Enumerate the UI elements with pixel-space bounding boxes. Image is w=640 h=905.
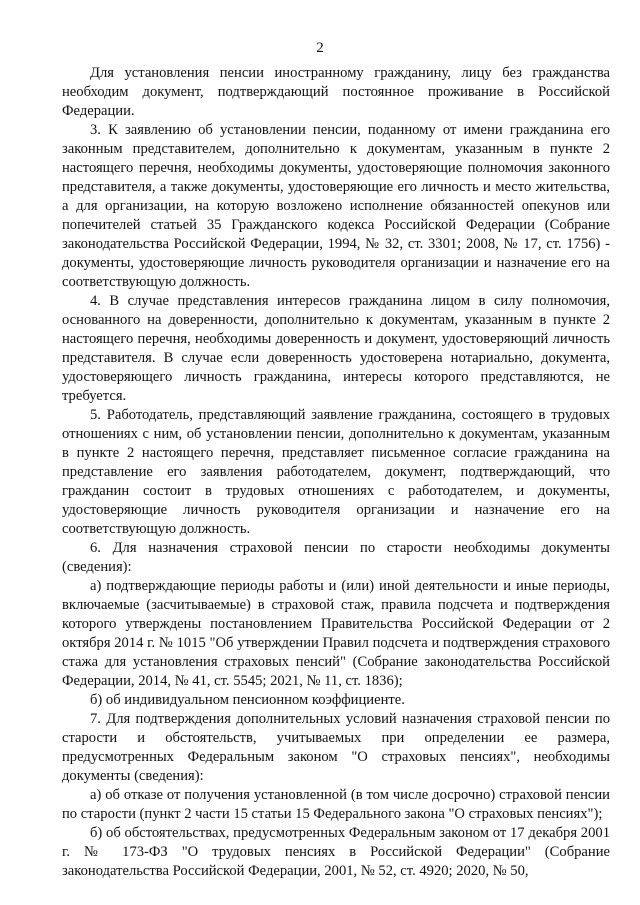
- paragraph-item-4-power-of-attorney: 4. В случае представления интересов гражданина лицом в силу полномочия, основанного на доверенности, дополнительно к документам, указанным в пункте 2 настоящего перечня, необходимы доверенность и документ, удостоверяющий личность представителя. В случае если доверенность удостоверена нотариально, документа, удостоверяющего личность гражданина, интересы которого представляются, не требуется.: [62, 293, 610, 404]
- paragraph-item-6b-pension-coefficient: б) об индивидуальном пенсионном коэффициенте.: [90, 692, 405, 708]
- paragraph-item-7a-refusal: а) об отказе от получения установленной (в том числе досрочно) страховой пенсии по старости (пункт 2 части 15 статьи 15 Федерального закона "О страховых пенсиях");: [62, 787, 610, 822]
- paragraph-item-5-employer: 5. Работодатель, представляющий заявление гражданина, состоящего в трудовых отношениях с ним, об установлении пенсии, дополнительно к документам, указанным в пункте 2 настоящего перечня, представляет письменное согласие гражданина на представление его заявления работодателем, документ, подтверждающий, что гражданин состоит в трудовых отношениях с работодателем, и документы, удостоверяющие личность руководителя организации и назначение его на соответствующую должность.: [62, 407, 610, 537]
- page-number: 2: [316, 40, 324, 56]
- paragraph-item-7-additional-conditions: 7. Для подтверждения дополнительных условий назначения страховой пенсии по старости и обстоятельств, учитываемых при определении ее размера, предусмотренных Федеральным законом "О страховых пенсиях", необходимы документы (сведения):: [62, 711, 610, 784]
- paragraph-item-7b-circumstances: б) об обстоятельствах, предусмотренных Федеральным законом от 17 декабря 2001 г. № 173-ФЗ "О трудовых пенсиях в Российской Федерации" (Собрание законодательства Российской Федерации, 2001, № 52, ст. 4920; 2020, № 50,: [62, 825, 610, 879]
- paragraph-item-6-old-age-pension: 6. Для назначения страховой пенсии по старости необходимы документы (сведения):: [62, 540, 610, 575]
- paragraph-foreign-citizen-residence: Для установления пенсии иностранному гражданину, лицу без гражданства необходим документ, подтверждающий постоянное проживание в Российской Федерации.: [62, 65, 610, 119]
- paragraph-item-3-legal-representative: 3. К заявлению об установлении пенсии, поданному от имени гражданина его законным представителем, дополнительно к документам, указанным в пункте 2 настоящего перечня, необходимы документы, удостоверяющие полномочия законного представителя, а также документы, удостоверяющие его личность и место жительства, а для организации, на которую возложено исполнение обязанностей опекунов или попечителей статьей 35 Гражданского кодекса Российской Федерации (Собрание законодательства Российской Федерации, 1994, № 32, ст. 3301; 2008, № 17, ст. 1756) - документы, удостоверяющие личность руководителя организации и назначение его на соответствующую должность.: [62, 122, 610, 290]
- paragraph-item-6a-work-periods: а) подтверждающие периоды работы и (или) иной деятельности и иные периоды, включаемые (засчитываемые) в страховой стаж, правила подсчета и подтверждения которого утверждены постановлением Правительства Российской Федерации от 2 октября 2014 г. № 1015 "Об утверждении Правил подсчета и подтверждения страхового стажа для установления страховых пенсий" (Собрание законодательства Российской Федерации, 2014, № 41, ст. 5545; 2021, № 11, ст. 1836);: [62, 578, 610, 689]
- document-body: [62, 64, 610, 881]
